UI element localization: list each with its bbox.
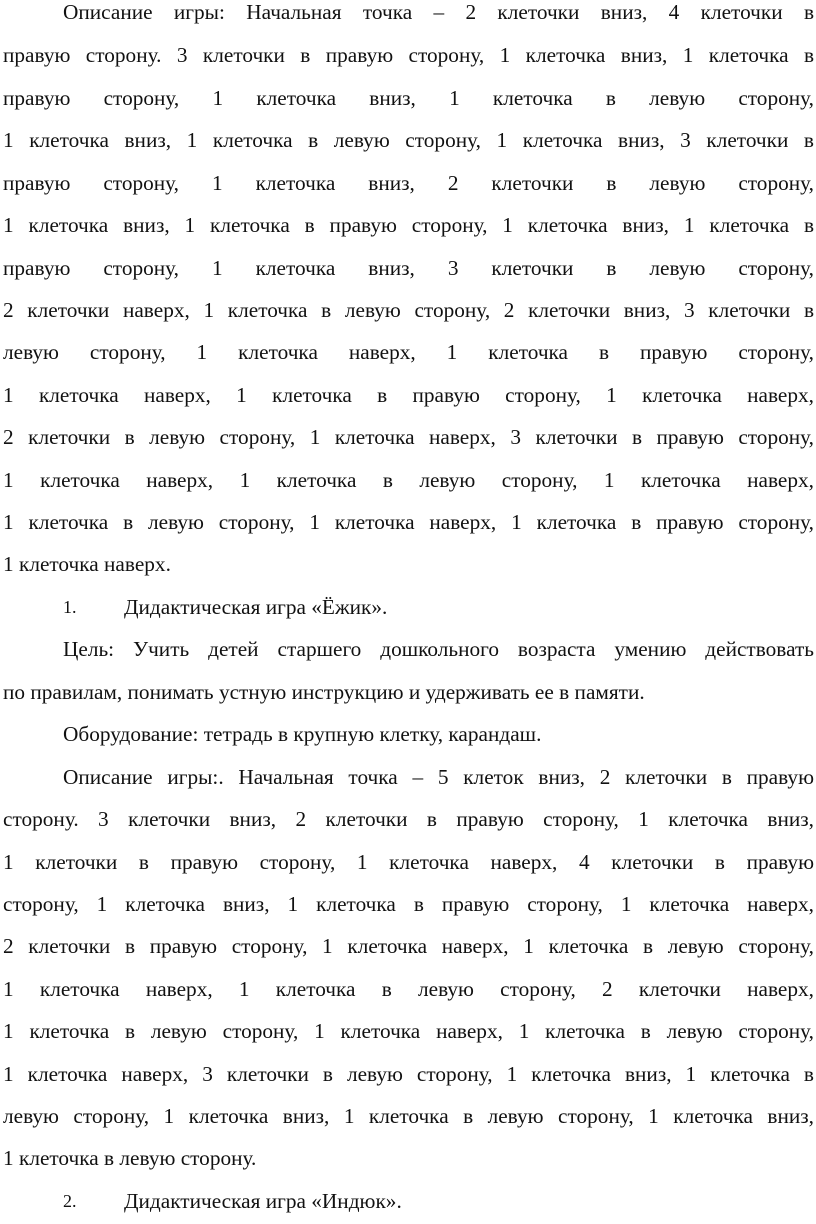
text-line: 1 клеточка вниз, 1 клеточка в правую сторону, 1 клеточка вниз, 1 клеточка в xyxy=(3,213,814,237)
section-title: Дидактическая игра «Индюк». xyxy=(124,1189,402,1213)
text-line: Описание игры: Начальная точка – 2 клеточки вниз, 4 клеточки в xyxy=(63,0,814,24)
text-line: правую сторону, 1 клеточка вниз, 2 клеточки в левую сторону, xyxy=(3,171,814,195)
text-line: 1 клеточка в левую сторону, 1 клеточка наверх, 1 клеточка в левую сторону, xyxy=(3,1019,814,1043)
text-line: 1 клеточка в левую сторону. xyxy=(3,1146,257,1170)
text-line: правую сторону, 1 клеточка вниз, 3 клеточки в левую сторону, xyxy=(3,256,814,280)
section-number: 1. xyxy=(63,597,77,617)
text-line: 1 клеточка наверх, 3 клеточки в левую сторону, 1 клеточка вниз, 1 клеточка в xyxy=(3,1062,814,1086)
section-title: Дидактическая игра «Ёжик». xyxy=(124,595,388,619)
text-line: 1 клеточка вниз, 1 клеточка в левую сторону, 1 клеточка вниз, 3 клеточки в xyxy=(3,128,814,152)
section-number: 2. xyxy=(63,1191,77,1211)
text-line: 2 клеточки наверх, 1 клеточка в левую сторону, 2 клеточки вниз, 3 клеточки в xyxy=(3,298,814,322)
text-line: правую сторону. 3 клеточки в правую сторону, 1 клеточка вниз, 1 клеточка в xyxy=(3,43,814,67)
text-line: сторону. 3 клеточки вниз, 2 клеточки в правую сторону, 1 клеточка вниз, xyxy=(3,807,814,831)
text-line: 2 клеточки в левую сторону, 1 клеточка наверх, 3 клеточки в правую сторону, xyxy=(3,425,814,449)
text-line: 1 клеточка наверх. xyxy=(3,552,171,576)
text-line: Описание игры:. Начальная точка – 5 клеток вниз, 2 клеточки в правую xyxy=(63,765,814,789)
text-line: 1 клеточка наверх, 1 клеточка в правую сторону, 1 клеточка наверх, xyxy=(3,383,814,407)
equipment-paragraph: Оборудование: тетрадь в крупную клетку, карандаш. xyxy=(63,722,542,746)
text-line: левую сторону, 1 клеточка наверх, 1 клеточка в правую сторону, xyxy=(3,340,814,364)
text-line: 1 клеточка в левую сторону, 1 клеточка наверх, 1 клеточка в правую сторону, xyxy=(3,510,814,534)
text-line: сторону, 1 клеточка вниз, 1 клеточка в правую сторону, 1 клеточка наверх, xyxy=(3,892,814,916)
text-line: левую сторону, 1 клеточка вниз, 1 клеточка в левую сторону, 1 клеточка вниз, xyxy=(3,1104,814,1128)
text-line: Цель: Учить детей старшего дошкольного возраста умению действовать xyxy=(63,637,814,661)
text-line: правую сторону, 1 клеточка вниз, 1 клеточка в левую сторону, xyxy=(3,86,814,110)
text-line: 1 клеточка наверх, 1 клеточка в левую сторону, 1 клеточка наверх, xyxy=(3,468,814,492)
text-line: по правилам, понимать устную инструкцию и удерживать ее в памяти. xyxy=(3,680,645,704)
text-line: 2 клеточки в правую сторону, 1 клеточка наверх, 1 клеточка в левую сторону, xyxy=(3,934,814,958)
text-line: 1 клеточки в правую сторону, 1 клеточка наверх, 4 клеточки в правую xyxy=(3,850,814,874)
text-line: 1 клеточка наверх, 1 клеточка в левую сторону, 2 клеточки наверх, xyxy=(3,977,814,1001)
